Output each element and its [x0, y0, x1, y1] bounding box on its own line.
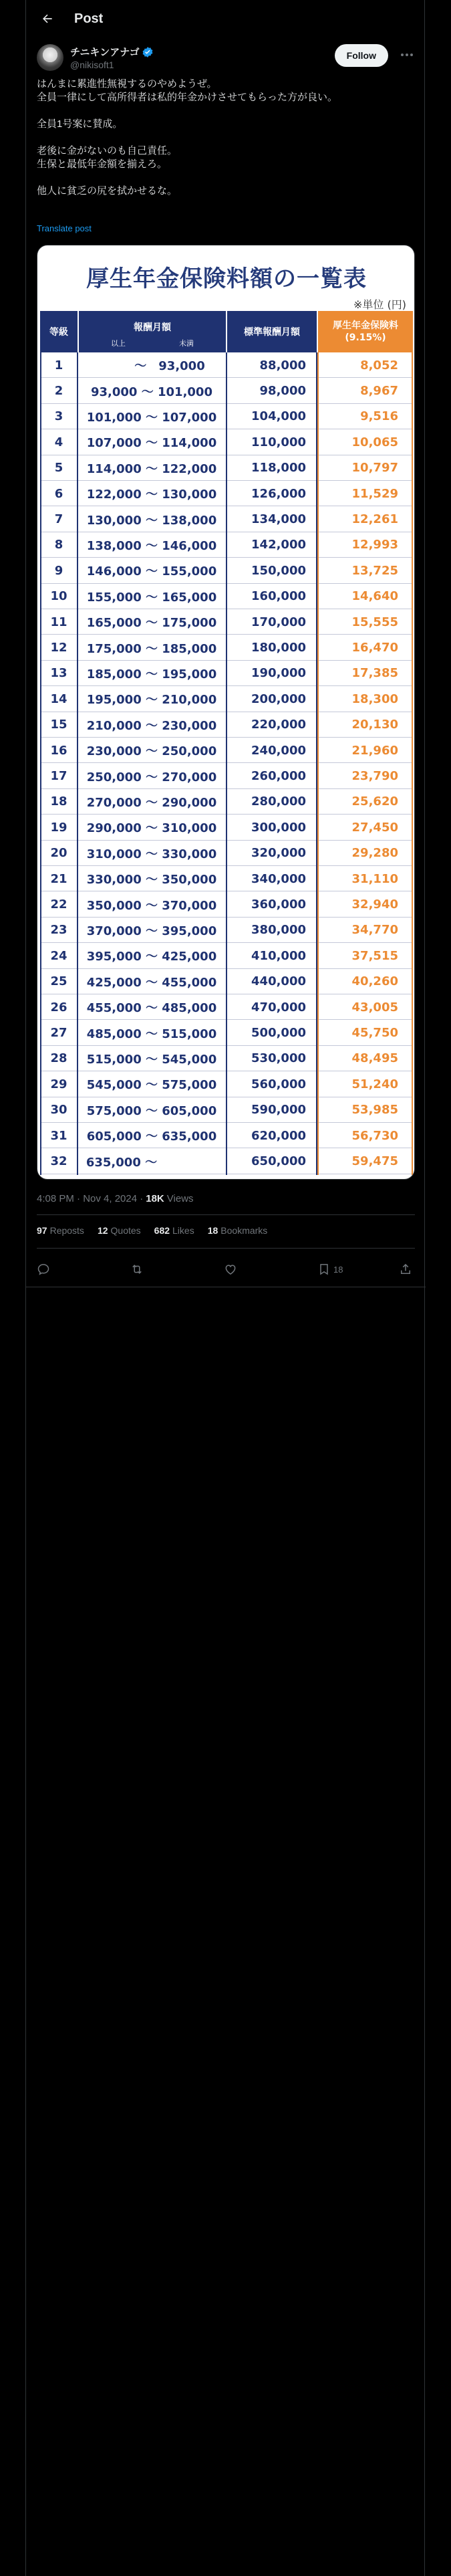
premium-cell: 10,065	[351, 435, 398, 449]
standard-cell: 530,000	[251, 1051, 306, 1066]
premium-cell: 8,967	[360, 384, 398, 399]
grade-cell: 6	[54, 486, 63, 501]
range-cell: 330,000 ～ 350,000	[86, 873, 217, 887]
grade-cell: 15	[50, 718, 67, 732]
views-label: Views	[166, 1193, 194, 1204]
standard-cell: 126,000	[251, 486, 306, 501]
standard-cell: 470,000	[251, 1000, 306, 1014]
range-cell: 605,000 ～ 635,000	[86, 1130, 217, 1144]
range-cell: 515,000 ～ 545,000	[86, 1052, 217, 1067]
bookmark-count: 18	[333, 1264, 343, 1275]
tweet-text	[37, 78, 415, 198]
grade-cell: 2	[54, 384, 63, 399]
standard-cell: 340,000	[251, 871, 306, 886]
grade-cell: 16	[50, 743, 67, 758]
standard-cell: 410,000	[251, 948, 306, 963]
grade-cell: 24	[50, 948, 67, 963]
premium-cell: 37,515	[351, 948, 398, 963]
premium-cell: 20,130	[351, 718, 398, 732]
header-range-from: 以上	[111, 339, 126, 348]
table-border	[77, 352, 78, 1175]
grade-cell: 17	[50, 769, 67, 784]
premium-cell: 27,450	[351, 820, 398, 835]
standard-cell: 500,000	[251, 1026, 306, 1041]
like-button[interactable]	[224, 1257, 237, 1281]
range-cell: 185,000 ～ 195,000	[86, 667, 217, 681]
more-button[interactable]	[399, 48, 415, 62]
premium-cell: 31,110	[351, 871, 398, 886]
range-cell: 114,000 ～ 122,000	[86, 461, 217, 476]
back-arrow-icon	[41, 12, 54, 25]
views-count: 18K	[146, 1193, 164, 1204]
attached-image[interactable]	[37, 245, 415, 1180]
range-cell: 165,000 ～ 175,000	[86, 616, 217, 631]
premium-cell: 59,475	[351, 1154, 398, 1169]
grade-cell: 10	[50, 589, 67, 604]
tweet-line: 全員一律にして高所得者は私的年金かけさせてもらった方が良い。	[37, 92, 338, 103]
stat-likes[interactable]: 682 Likes	[154, 1225, 194, 1236]
header-grade: 等級	[40, 311, 78, 352]
post-meta	[37, 1193, 194, 1204]
premium-cell: 12,261	[351, 512, 398, 527]
stat-quotes[interactable]: 12 Quotes	[97, 1225, 141, 1236]
tweet-line: はんまに累進性無視するのやめようぜ。	[37, 78, 217, 90]
premium-cell: 12,993	[351, 538, 398, 552]
standard-cell: 650,000	[251, 1154, 306, 1169]
grade-cell: 30	[50, 1103, 67, 1117]
range-cell: 195,000 ～ 210,000	[86, 693, 217, 708]
header-premium-label: 厚生年金保険料	[333, 320, 398, 331]
tweet-line: 他人に貧乏の尻を拭かせるな。	[37, 185, 178, 197]
range-cell: 370,000 ～ 395,000	[86, 924, 217, 938]
premium-cell: 29,280	[351, 846, 398, 861]
stat-reposts[interactable]: 97 Reposts	[37, 1225, 84, 1236]
standard-cell: 320,000	[251, 846, 306, 861]
tweet-line: 生保と最低年金額を揃えろ。	[37, 158, 168, 170]
standard-cell: 220,000	[251, 718, 306, 732]
repost-icon	[130, 1263, 144, 1276]
range-cell: 425,000 ～ 455,000	[86, 975, 217, 990]
range-cell: 230,000 ～ 250,000	[86, 744, 217, 759]
grade-cell: 32	[50, 1154, 67, 1169]
range-cell: 270,000 ～ 290,000	[86, 795, 217, 810]
grade-cell: 4	[54, 435, 63, 449]
author-display-name[interactable]: チニキンアナゴ	[70, 47, 140, 58]
standard-cell: 440,000	[251, 974, 306, 989]
reply-button[interactable]	[37, 1257, 50, 1281]
post-header	[26, 0, 426, 37]
range-cell: 175,000 ～ 185,000	[86, 641, 217, 656]
table-border	[226, 352, 227, 1175]
standard-cell: 110,000	[251, 435, 306, 449]
share-icon	[399, 1263, 412, 1276]
standard-cell: 98,000	[259, 384, 306, 399]
premium-cell: 8,052	[360, 358, 398, 372]
range-cell: 545,000 ～ 575,000	[86, 1078, 217, 1093]
grade-cell: 5	[54, 461, 63, 475]
standard-cell: 190,000	[251, 666, 306, 681]
standard-cell: 300,000	[251, 820, 306, 835]
premium-cell: 9,516	[360, 409, 398, 424]
standard-cell: 134,000	[251, 512, 306, 527]
premium-cell: 34,770	[351, 923, 398, 938]
range-cell: 350,000 ～ 370,000	[86, 898, 217, 913]
premium-cell: 48,495	[351, 1051, 398, 1066]
grade-cell: 7	[54, 512, 63, 527]
table-title: 厚生年金保険料額の一覧表	[86, 265, 367, 292]
header-range	[79, 311, 226, 352]
standard-cell: 118,000	[251, 461, 306, 475]
author-row	[37, 43, 415, 72]
standard-cell: 360,000	[251, 897, 306, 912]
grade-cell: 31	[50, 1128, 67, 1143]
standard-cell: 180,000	[251, 641, 306, 655]
standard-cell: 160,000	[251, 589, 306, 604]
standard-cell: 280,000	[251, 794, 306, 809]
premium-cell: 21,960	[351, 743, 398, 758]
range-cell: 155,000 ～ 165,000	[86, 590, 217, 605]
engagement-stats	[37, 1225, 281, 1236]
grade-cell: 23	[50, 923, 67, 938]
standard-cell: 590,000	[251, 1103, 306, 1117]
range-cell: 290,000 ～ 310,000	[86, 821, 217, 836]
header-standard: 標準報酬月額	[227, 311, 317, 352]
table-border	[317, 352, 319, 1175]
standard-cell: 240,000	[251, 743, 306, 758]
standard-cell: 150,000	[251, 563, 306, 578]
premium-cell: 40,260	[351, 974, 398, 989]
back-button[interactable]	[34, 5, 61, 32]
stat-bookmarks[interactable]: 18 Bookmarks	[207, 1225, 268, 1236]
header-premium	[318, 311, 413, 352]
bookmark-button[interactable]	[317, 1257, 343, 1281]
premium-cell: 16,470	[351, 641, 398, 655]
premium-table	[40, 311, 413, 1175]
standard-cell: 380,000	[251, 923, 306, 938]
tweet-line: 全員1号案に賛成。	[37, 118, 123, 130]
standard-cell: 142,000	[251, 538, 306, 552]
grade-cell: 8	[54, 538, 63, 552]
timeline-column	[25, 0, 425, 2576]
premium-cell: 13,725	[351, 563, 398, 578]
grade-cell: 1	[54, 358, 63, 372]
range-cell: ～ 93,000	[98, 359, 205, 374]
bookmark-icon	[317, 1263, 331, 1276]
range-cell: 107,000 ～ 114,000	[86, 436, 217, 451]
range-cell: 122,000 ～ 130,000	[86, 488, 217, 502]
standard-cell: 620,000	[251, 1128, 306, 1143]
table-border	[412, 352, 413, 1175]
premium-cell: 53,985	[351, 1103, 398, 1117]
premium-cell: 14,640	[351, 589, 398, 604]
premium-cell: 51,240	[351, 1077, 398, 1091]
premium-cell: 17,385	[351, 666, 398, 681]
repost-button[interactable]	[130, 1257, 144, 1281]
premium-cell: 23,790	[351, 769, 398, 784]
grade-cell: 27	[50, 1026, 67, 1041]
range-cell: 395,000 ～ 425,000	[86, 950, 217, 964]
grade-cell: 3	[54, 409, 63, 424]
range-cell: 138,000 ～ 146,000	[86, 538, 217, 553]
grade-cell: 13	[50, 666, 67, 681]
author-names	[70, 45, 154, 70]
grade-cell: 21	[50, 871, 67, 886]
divider	[37, 1214, 415, 1215]
standard-cell: 88,000	[259, 358, 306, 372]
grade-cell: 18	[50, 794, 67, 809]
header-range-to: 未満	[179, 339, 194, 348]
grade-cell: 26	[50, 1000, 67, 1014]
grade-cell: 28	[50, 1051, 67, 1066]
header-premium-rate: (9.15%)	[345, 332, 386, 343]
action-bar	[37, 1257, 415, 1281]
range-cell: 146,000 ～ 155,000	[86, 564, 217, 579]
verified-badge-icon	[142, 46, 154, 58]
grade-cell: 19	[50, 820, 67, 835]
tweet-line	[37, 104, 415, 118]
standard-cell: 104,000	[251, 409, 306, 424]
author-handle[interactable]: @nikisoft1	[70, 60, 114, 70]
range-cell: 485,000 ～ 515,000	[86, 1027, 217, 1041]
range-cell: 575,000 ～ 605,000	[86, 1103, 217, 1118]
range-cell: 310,000 ～ 330,000	[86, 847, 217, 861]
header-range-label: 報酬月額	[134, 322, 171, 333]
premium-cell: 56,730	[351, 1128, 398, 1143]
translate-link[interactable]: Translate post	[37, 223, 92, 233]
table-border	[40, 352, 41, 1175]
post-time[interactable]: 4:08 PM · Nov 4, 2024 ·	[37, 1193, 144, 1204]
premium-cell: 11,529	[351, 486, 398, 501]
standard-cell: 170,000	[251, 615, 306, 629]
avatar[interactable]	[37, 44, 63, 71]
divider	[37, 1248, 415, 1249]
grade-cell: 29	[50, 1077, 67, 1091]
premium-cell: 25,620	[351, 794, 398, 809]
share-button[interactable]	[399, 1257, 412, 1281]
grade-cell: 11	[50, 615, 67, 629]
grade-cell: 22	[50, 897, 67, 912]
premium-cell: 10,797	[351, 461, 398, 475]
page-title: Post	[74, 11, 104, 26]
follow-button[interactable]: Follow	[335, 44, 388, 67]
standard-cell: 200,000	[251, 691, 306, 706]
range-cell: 101,000 ～ 107,000	[86, 410, 217, 425]
premium-cell: 32,940	[351, 897, 398, 912]
more-icon	[400, 53, 414, 57]
grade-cell: 14	[50, 691, 67, 706]
range-cell: 250,000 ～ 270,000	[86, 770, 217, 784]
range-cell: 635,000 ～	[86, 1155, 218, 1170]
table-unit: ※単位 (円)	[353, 298, 406, 311]
range-cell: 210,000 ～ 230,000	[86, 718, 217, 733]
range-cell: 93,000 ～ 101,000	[91, 385, 212, 399]
premium-cell: 43,005	[351, 1000, 398, 1014]
grade-cell: 25	[50, 974, 67, 989]
like-icon	[224, 1263, 237, 1276]
range-cell: 130,000 ～ 138,000	[86, 513, 217, 528]
standard-cell: 560,000	[251, 1077, 306, 1091]
premium-cell: 15,555	[351, 615, 398, 629]
premium-cell: 18,300	[351, 691, 398, 706]
grade-cell: 9	[54, 563, 63, 578]
grade-cell: 12	[50, 641, 67, 655]
tweet-line	[37, 171, 415, 185]
grade-cell: 20	[50, 846, 67, 861]
reply-icon	[37, 1263, 50, 1276]
range-cell: 455,000 ～ 485,000	[86, 1001, 217, 1016]
premium-cell: 45,750	[351, 1026, 398, 1041]
tweet-line: 老後に金がないのも自己責任。	[37, 145, 178, 156]
standard-cell: 260,000	[251, 769, 306, 784]
tweet-line	[37, 131, 415, 144]
